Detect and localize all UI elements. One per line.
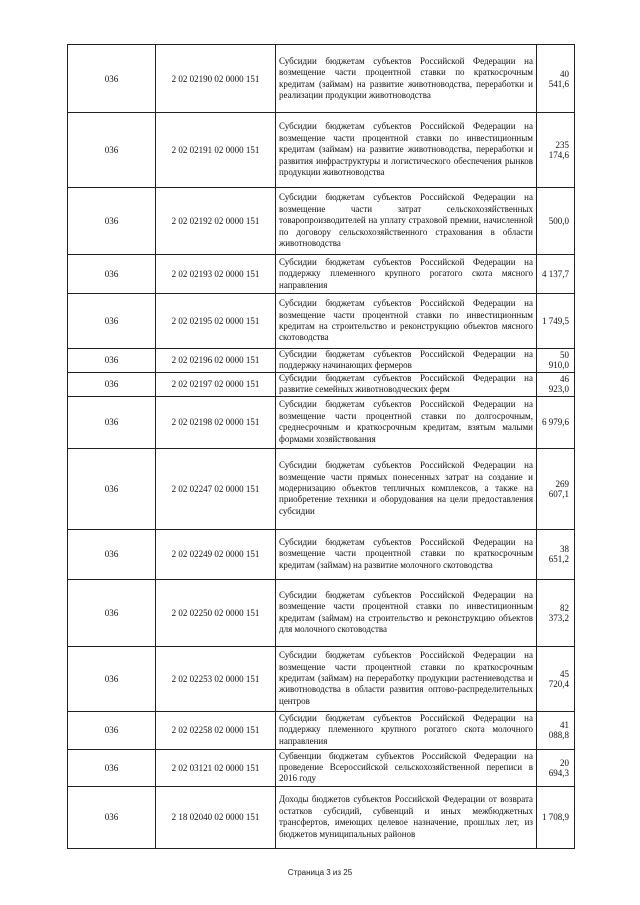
admin-code-cell: 036 xyxy=(68,396,156,448)
budget-code-cell: 2 02 02247 02 0000 151 xyxy=(156,448,276,529)
table-row xyxy=(68,349,575,373)
revenue-name-cell: Субсидии бюджетам субъектов Российской Федерации на поддержку племенного крупного рогатого скота мясного направления xyxy=(276,255,537,294)
amount-cell: 41 088,8 xyxy=(537,711,575,749)
admin-code-cell: 036 xyxy=(68,529,156,579)
admin-code-cell: 036 xyxy=(68,579,156,646)
revenue-name-cell: Субсидии бюджетам субъектов Российской Федерации на возмещение части процентной ставки по краткосрочным кредитам (займам) на развитие молочного скотоводства xyxy=(276,529,537,579)
table-row xyxy=(68,448,575,529)
admin-code-cell: 036 xyxy=(68,646,156,711)
admin-code-cell: 036 xyxy=(68,786,156,848)
table-row xyxy=(68,786,575,848)
amount-cell: 82 373,2 xyxy=(537,579,575,646)
admin-code-cell: 036 xyxy=(68,255,156,294)
revenue-table xyxy=(67,44,575,849)
admin-code-cell: 036 xyxy=(68,749,156,786)
admin-code-cell: 036 xyxy=(68,113,156,188)
table-row xyxy=(68,646,575,711)
table-row xyxy=(68,294,575,349)
amount-cell: 1 749,5 xyxy=(537,294,575,349)
revenue-name-cell: Субсидии бюджетам субъектов Российской Федерации на возмещение части затрат сельскохозяйственных товаропроизводителей на уплату страховой премии, начисленной по договору сельскохозяйственного страхования в области животноводства xyxy=(276,188,537,255)
revenue-name-cell: Субсидии бюджетам субъектов Российской Федерации на поддержку начинающих фермеров xyxy=(276,349,537,373)
page-number: Страница 3 из 25 xyxy=(287,868,353,877)
budget-code-cell: 2 02 02195 02 0000 151 xyxy=(156,294,276,349)
admin-code-cell: 036 xyxy=(68,372,156,396)
budget-code-cell: 2 18 02040 02 0000 151 xyxy=(156,786,276,848)
table-row xyxy=(68,372,575,396)
budget-code-cell: 2 02 02258 02 0000 151 xyxy=(156,711,276,749)
amount-cell: 50 910,0 xyxy=(537,349,575,373)
budget-code-cell: 2 02 03121 02 0000 151 xyxy=(156,749,276,786)
document-page xyxy=(67,44,575,849)
admin-code-cell: 036 xyxy=(68,45,156,113)
revenue-name-cell: Субсидии бюджетам субъектов Российской Федерации на возмещение части процентной ставки по инвестиционным кредитам на строительство и реконструкцию объектов мясного скотоводства xyxy=(276,294,537,349)
amount-cell: 38 651,2 xyxy=(537,529,575,579)
table-row xyxy=(68,188,575,255)
revenue-name-cell: Субвенции бюджетам субъектов Российской Федерации на проведение Всероссийской сельскохозяйственной переписи в 2016 году xyxy=(276,749,537,786)
table-row xyxy=(68,113,575,188)
table-row xyxy=(68,45,575,113)
amount-cell: 40 541,6 xyxy=(537,45,575,113)
admin-code-cell: 036 xyxy=(68,349,156,373)
admin-code-cell: 036 xyxy=(68,448,156,529)
budget-code-cell: 2 02 02250 02 0000 151 xyxy=(156,579,276,646)
revenue-name-cell: Субсидии бюджетам субъектов Российской Федерации на развитие семейных животноводческих ферм xyxy=(276,372,537,396)
amount-cell: 500,0 xyxy=(537,188,575,255)
revenue-name-cell: Доходы бюджетов субъектов Российской Федерации от возврата остатков субсидий, субвенций и иных межбюджетных трансфертов, имеющих целевое назначение, прошлых лет, из бюджетов муниципальных районов xyxy=(276,786,537,848)
budget-code-cell: 2 02 02190 02 0000 151 xyxy=(156,45,276,113)
amount-cell: 269 607,1 xyxy=(537,448,575,529)
table-row xyxy=(68,529,575,579)
revenue-name-cell: Субсидии бюджетам субъектов Российской Федерации на возмещение части процентной ставки по долгосрочным, среднесрочным и краткосрочным кредитам, взятым малыми формами хозяйствования xyxy=(276,396,537,448)
revenue-name-cell: Субсидии бюджетам субъектов Российской Федерации на возмещение части процентной ставки по краткосрочным кредитам (займам) на развитие животноводства, переработки и реализации продукции животноводства xyxy=(276,45,537,113)
budget-code-cell: 2 02 02197 02 0000 151 xyxy=(156,372,276,396)
admin-code-cell: 036 xyxy=(68,711,156,749)
amount-cell: 1 708,9 xyxy=(537,786,575,848)
table-row xyxy=(68,396,575,448)
revenue-name-cell: Субсидии бюджетам субъектов Российской Федерации на возмещение части процентной ставки по краткосрочным кредитам (займам) на переработку продукции растениеводства и животноводства в области развития оптово-распределительных центров xyxy=(276,646,537,711)
amount-cell: 45 720,4 xyxy=(537,646,575,711)
amount-cell: 235 174,6 xyxy=(537,113,575,188)
table-row xyxy=(68,579,575,646)
budget-code-cell: 2 02 02192 02 0000 151 xyxy=(156,188,276,255)
table-row xyxy=(68,711,575,749)
revenue-name-cell: Субсидии бюджетам субъектов Российской Федерации на возмещение части процентной ставки по инвестиционным кредитам (займам) на строительство и реконструкцию объектов для молочного скотоводства xyxy=(276,579,537,646)
budget-code-cell: 2 02 02249 02 0000 151 xyxy=(156,529,276,579)
amount-cell: 20 694,3 xyxy=(537,749,575,786)
budget-code-cell: 2 02 02253 02 0000 151 xyxy=(156,646,276,711)
table-row xyxy=(68,749,575,786)
budget-code-cell: 2 02 02196 02 0000 151 xyxy=(156,349,276,373)
revenue-name-cell: Субсидии бюджетам субъектов Российской Федерации на возмещение части процентной ставки по инвестиционным кредитам (займам) на развитие животноводства, переработки и развития инфраструктуры и логистического обеспечения рынков продукции животноводства xyxy=(276,113,537,188)
revenue-name-cell: Субсидии бюджетам субъектов Российской Федерации на возмещение части прямых понесенных затрат на создание и модернизацию объектов тепличных комплексов, а также на приобретение техники и оборудования на цели предоставления субсидии xyxy=(276,448,537,529)
amount-cell: 46 923,0 xyxy=(537,372,575,396)
table-row xyxy=(68,255,575,294)
budget-code-cell: 2 02 02198 02 0000 151 xyxy=(156,396,276,448)
budget-code-cell: 2 02 02191 02 0000 151 xyxy=(156,113,276,188)
budget-code-cell: 2 02 02193 02 0000 151 xyxy=(156,255,276,294)
admin-code-cell: 036 xyxy=(68,188,156,255)
amount-cell: 6 979,6 xyxy=(537,396,575,448)
amount-cell: 4 137,7 xyxy=(537,255,575,294)
revenue-name-cell: Субсидии бюджетам субъектов Российской Федерации на поддержку племенного крупного рогатого скота молочного направления xyxy=(276,711,537,749)
admin-code-cell: 036 xyxy=(68,294,156,349)
